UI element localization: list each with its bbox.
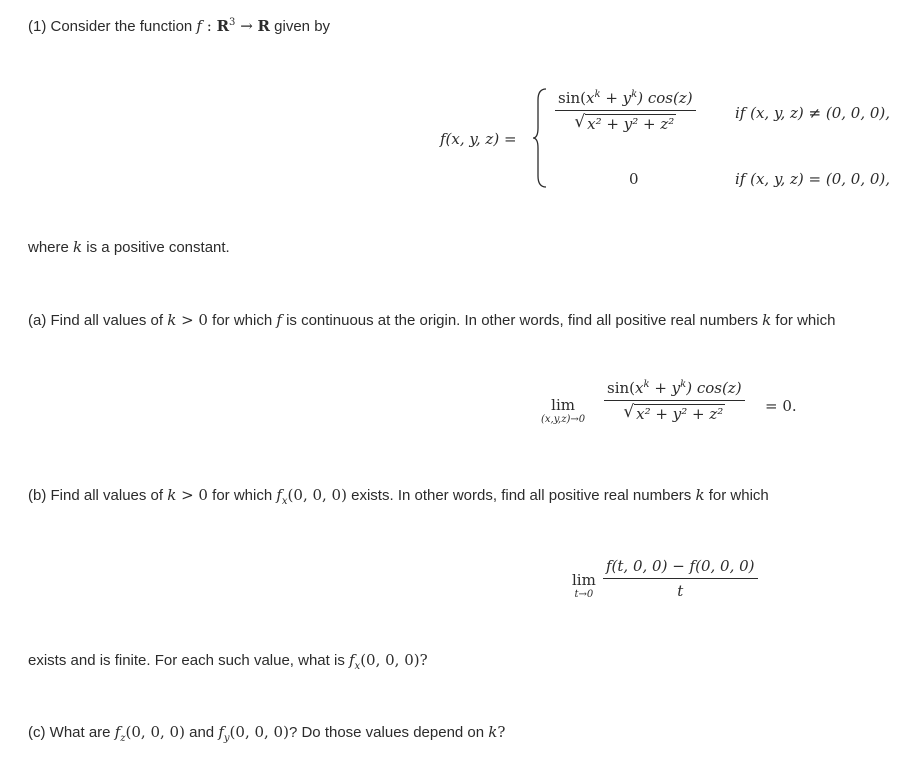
lim-subscript: t→0 xyxy=(574,589,594,600)
num-end: ) cos(z) xyxy=(637,89,693,107)
lim-operator: lim xyxy=(551,396,575,414)
k-symbol: k xyxy=(695,486,705,504)
fx-symbol: f xyxy=(276,486,282,504)
question-mark: ? xyxy=(497,723,506,741)
sqrt-icon: √ xyxy=(574,112,586,132)
part-a-fraction xyxy=(604,379,745,422)
domain-exponent: 3 xyxy=(229,17,236,28)
radicand: x² + y² + z² xyxy=(587,115,675,133)
part-a-suffix: is continuous at the origin. In other words, find all positive real numbers xyxy=(281,312,763,329)
fx-subscript: x xyxy=(281,496,288,507)
k-symbol: k xyxy=(167,311,177,329)
point-origin: (0, 0, 0) xyxy=(360,651,420,669)
part-b-fraction xyxy=(603,557,758,600)
sqrt-icon: √ xyxy=(623,402,635,422)
fy-subscript: y xyxy=(223,733,230,744)
num-mid: + y xyxy=(649,379,681,397)
part-c-prefix: (c) What are xyxy=(28,724,115,741)
where-suffix: positive constant. xyxy=(113,239,230,256)
colon: : xyxy=(201,17,217,35)
where-prefix: where xyxy=(28,239,74,256)
part-a-mid: for which xyxy=(207,312,277,329)
part-a-line xyxy=(28,311,835,329)
where-line xyxy=(28,238,230,256)
part-b-exists-line xyxy=(28,651,428,672)
question-mark: ? xyxy=(419,651,428,669)
case1-fraction xyxy=(555,89,696,132)
domain-set: R xyxy=(216,17,230,35)
part-b-end: for which xyxy=(704,487,769,504)
case1-condition: if (x, y, z) ≠ (0, 0, 0), xyxy=(735,104,891,122)
case1-numerator: $\sin(x^k + y^k)$ cos(z) xyxy=(558,89,693,107)
part-b-prefix: (b) Find all values of xyxy=(28,487,168,504)
gt-zero: > 0 xyxy=(176,311,208,329)
and-text: and xyxy=(184,724,219,741)
piecewise-lhs xyxy=(440,130,517,148)
part-a-denominator xyxy=(620,401,728,422)
intro-suffix: given by xyxy=(270,18,331,35)
lhs-text: f(x, y, z) = xyxy=(440,130,517,148)
fx-symbol: f xyxy=(348,651,355,669)
case1-denominator xyxy=(571,111,679,132)
part-a-numerator: $\sin(x^k + y^k)$ cos(z) xyxy=(607,379,742,397)
part-b-line xyxy=(28,486,769,507)
part-a-limit xyxy=(541,396,585,425)
radicand: x² + y² + z² xyxy=(636,405,724,423)
left-brace-icon xyxy=(532,88,548,188)
codomain-set: R xyxy=(257,17,270,35)
intro-line xyxy=(28,17,330,35)
case2-condition: if (x, y, z) = (0, 0, 0), xyxy=(735,170,891,188)
intro-text: (1) Consider the function xyxy=(28,18,197,35)
where-is: is a xyxy=(82,239,114,256)
part-a-rhs: = 0. xyxy=(765,397,797,415)
part-a-end: for which xyxy=(771,312,836,329)
part-a-prefix: (a) Find all values of xyxy=(28,312,168,329)
num-end: ) cos(z) xyxy=(686,379,742,397)
arrow-symbol: → xyxy=(235,17,258,35)
exp-k2: k xyxy=(680,379,687,390)
lim-subscript: (x,y,z)→0 xyxy=(541,414,586,425)
fz-subscript: z xyxy=(120,733,126,744)
function-symbol: f xyxy=(196,17,202,35)
case2-value: 0 xyxy=(629,170,639,188)
k-symbol: k xyxy=(73,238,83,256)
part-b-suffix: exists. In other words, find all positive real numbers xyxy=(346,487,696,504)
point-origin: (0, 0, 0) xyxy=(287,486,347,504)
exists-prefix: exists and is finite. For each such value, what is xyxy=(28,652,349,669)
k-symbol: k xyxy=(488,723,498,741)
k-symbol: k xyxy=(167,486,177,504)
point-origin: (0, 0, 0) xyxy=(229,723,289,741)
fy-symbol: f xyxy=(218,723,224,741)
k-symbol: k xyxy=(762,311,772,329)
exp-k1: k xyxy=(594,89,601,100)
exp-k1: k xyxy=(643,379,650,390)
part-c-line xyxy=(28,723,506,744)
gt-zero: > 0 xyxy=(176,486,208,504)
exp-k2: k xyxy=(631,89,638,100)
fx-subscript: x xyxy=(354,661,361,672)
lim-operator: lim xyxy=(572,571,596,589)
part-b-numerator: f(t, 0, 0) − f(0, 0, 0) xyxy=(606,557,755,575)
num-mid: + y xyxy=(600,89,632,107)
point-origin: (0, 0, 0) xyxy=(125,723,185,741)
part-b-limit xyxy=(572,571,596,600)
fz-symbol: f xyxy=(114,723,121,741)
part-b-mid: for which xyxy=(207,487,277,504)
function-symbol: f xyxy=(276,311,282,329)
part-b-denominator: t xyxy=(677,582,684,600)
part-c-suffix: ? Do those values depend on xyxy=(288,724,489,741)
